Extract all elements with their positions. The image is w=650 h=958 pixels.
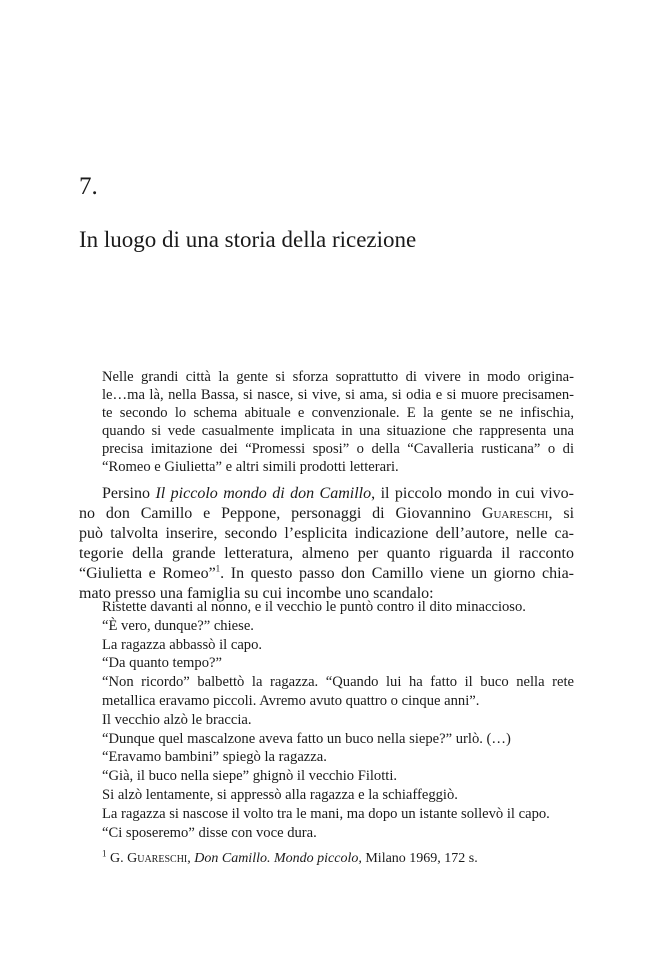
quote-line: “È vero, dunque?” chiese. [102,617,254,634]
body-line: tegorie della grande letteratura, almeno per quanto riguarda il racconto [79,545,574,562]
epigraph-line: le…ma là, nella Bassa, si nasce, si vive, si ama, si odia e si muore precisamen- [102,387,574,403]
quote-line: Il vecchio alzò le braccia. [102,711,252,728]
quote-line: “Non ricordo” balbettò la ragazza. “Quando lui ha fatto il buco nella rete [102,674,574,691]
epigraph-line: quando si vede casualmente implicata in una situazione che rappresenta una [102,423,574,439]
quote-line: “Ci sposeremo” disse con voce dura. [102,824,317,841]
quote-line: “Da quanto tempo?” [102,655,222,672]
chapter-number: 7. [79,173,98,200]
epigraph-line: “Romeo e Giulietta” e altri simili prodotti letterari. [102,459,399,475]
body-line: mato presso una famiglia su cui incombe uno scandalo: [79,585,434,602]
footnote-work-title: Don Camillo. Mondo piccolo, [194,851,362,866]
block-quote [102,598,574,842]
footnote: $^1$ G. Guareschi, Don Camillo. Mondo piccolo, Milano 1969, 172 s. [102,848,478,866]
footnote-author: Guareschi [127,851,188,866]
footnote-reference[interactable]: 1 [215,563,221,574]
quote-line: La ragazza abbassò il capo. [102,636,263,653]
quote-line: Ristette davanti al nonno, e il vecchio le puntò contro il dito minaccioso. [102,599,526,615]
epigraph-line: precisa imitazione dei “Promessi sposi” o della “Cavalleria rusticana” o di [102,441,574,457]
quote-line: metallica eravamo piccoli. Avremo avuto quattro o cinque anni”. [102,692,480,709]
quote-line: Si alzò lentamente, si appressò alla ragazza e la schiaffeggiò. [102,786,458,803]
author-name: Guareschi [481,505,549,522]
body-line: “Giulietta e Romeo”$^1$. In questo passo don Camillo viene un giorno chia- [79,563,574,582]
body-paragraph [79,484,574,604]
quote-line: “Già, il buco nella siepe” ghignò il vecchio Filotti. [102,768,398,785]
quote-line: La ragazza si nascose il volto tra le mani, ma dopo un istante sollevò il capo. [102,805,550,822]
quote-line: “Dunque quel mascalzone aveva fatto un buco nella siepe?” urlò. (…) [102,730,511,747]
epigraph-line: te secondo lo schema abituale e convenzionale. E la gente se ne infischia, [102,405,574,421]
work-title: Il piccolo mondo di don Camillo [155,485,372,502]
body-line: Persino Il piccolo mondo di don Camillo, il piccolo mondo in cui vivo- [102,485,575,502]
epigraph [102,368,574,476]
body-line: no don Camillo e Peppone, personaggi di Giovannino Guareschi, si [79,505,575,522]
chapter-title: In luogo di una storia della ricezione [79,227,417,252]
footnote-marker: 1 [102,848,107,859]
epigraph-line: Nelle grandi città la gente si sforza soprattutto di vivere in modo origina- [102,369,574,385]
quote-line: “Eravamo bambini” spiegò la ragazza. [102,749,327,766]
body-line: può talvolta inserire, secondo l’esplicita indicazione dell’autore, nelle ca- [79,525,574,542]
